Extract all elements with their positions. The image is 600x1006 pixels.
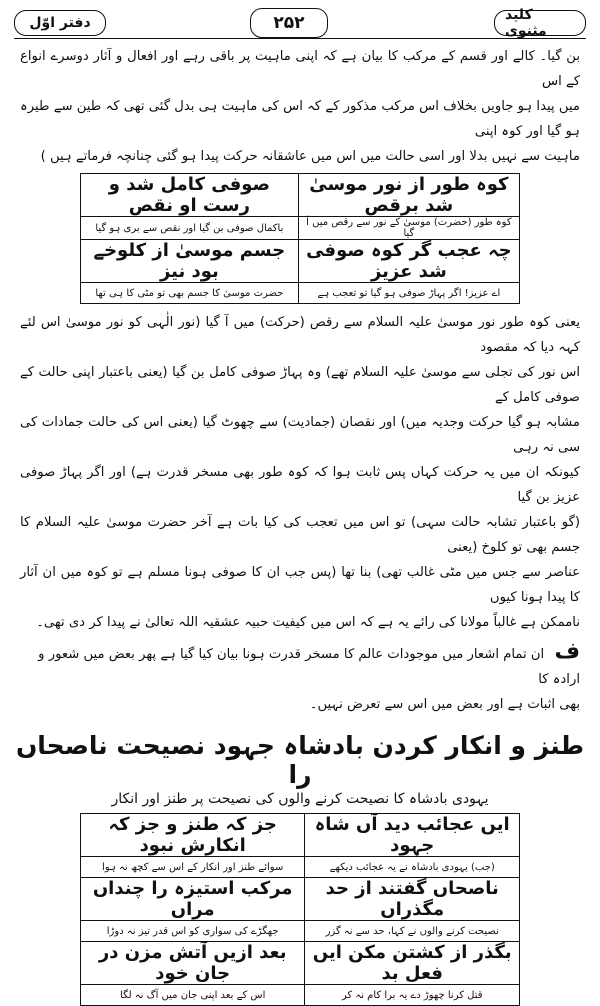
verse-translation: جھگڑے کی سواری کو اس قدر تیز نہ دوڑا xyxy=(81,921,305,942)
verse-translation: کوہ طور (حضرت) موسیٰ کے نور سے رقص میں آ گیا xyxy=(298,217,519,240)
verse-translation: سوائے طنز اور انکار کے اس سے کچھ نہ ہوا xyxy=(81,857,305,878)
intro-paragraph xyxy=(20,44,580,169)
text-line: ماہیت سے نہیں بدلا اور اسی حالت میں اس میں عاشقانہ حرکت پیدا ہو گئی چنانچہ فرماتے ہیں ) xyxy=(40,149,580,164)
verse-line: صوفی کامل شد و رست او نقص xyxy=(81,174,299,217)
text-line: کیونکہ ان میں یہ حرکت کہاں پس ثابت ہوا کہ کوہ طور بھی مسخر قدرت ہے) اور اگر پہاڑ صوفی عزیز بن گیا xyxy=(20,465,580,505)
verse-line: بعد ازیں آتش مزن در جان خود xyxy=(81,942,305,985)
verse-line: ناصحاں گفتند از حد مگذراں xyxy=(305,878,520,921)
commentary-paragraph xyxy=(20,310,580,635)
verse-line: جز کہ طنز و جز کہ انکارش نبود xyxy=(81,814,305,857)
verse-translation: (جب) یہودی بادشاہ نے یہ عجائب دیکھے xyxy=(305,857,520,878)
text-line: (گو باعتبار تشابہ حالت سہی) تو اس میں تعجب کی کیا بات ہے آخر حضرت موسیٰ علیہ السلام کا جسم بھی تو کلوخ (یعنی xyxy=(20,515,580,555)
section-heading: طنز و انکار کردن بادشاہ جہود نصیحت ناصحاں را xyxy=(15,731,585,789)
verse-line: چہ عجب گر کوہ صوفی شد عزیز xyxy=(298,240,519,283)
verse-line: ایں عجائب دید آں شاہ جہود xyxy=(305,814,520,857)
header-rule xyxy=(14,38,586,39)
book-title-badge: کلید مثنوی xyxy=(494,10,586,36)
footnote xyxy=(20,639,580,717)
verse-translation: اس کے بعد اپنی جان میں آگ نہ لگا xyxy=(81,985,305,1006)
verse-table-2 xyxy=(80,813,520,1006)
text-line: ان تمام اشعار میں موجودات عالم کا مسخر قدرت ہونا بیان کیا گیا ہے پھر بعض میں شعور و ارادہ کا xyxy=(38,647,580,687)
volume-title-badge: دفتر اوّل xyxy=(14,10,106,36)
verse-translation: باکمال صوفی بن گیا اور نقص سے بری ہو گیا xyxy=(81,217,299,240)
verse-table-1 xyxy=(80,173,520,304)
page xyxy=(14,7,586,1001)
text-line: عناصر سے جس میں مٹی غالب تھی) بنا تھا (پس جب ان کا صوفی ہونا مسلم ہے تو کوہ میں ان آثار کا پیدا ہونا کیوں xyxy=(20,565,580,605)
text-line: ناممکن ہے غالباً مولانا کی رائے یہ ہے کہ اس میں کیفیت حبیہ عشقیہ اللہ تعالیٰ نے پیدا کر دی تھی۔ xyxy=(36,615,580,630)
page-number: ۲۵۲ xyxy=(250,8,328,38)
text-line: اس نور کی تجلی سے موسیٰ علیہ السلام تھے) وہ پہاڑ صوفی کامل بن گیا (یعنی باعتبار اپنی حالت کے صوفی کامل کے xyxy=(20,365,580,405)
section-subheading: یہودی بادشاہ کا نصیحت کرنے والوں کی نصیحت پر طنز اور انکار xyxy=(111,791,489,807)
text-line: یعنی کوہ طور نور موسیٰ علیہ السلام سے رقص (حرکت) میں آ گیا (نور الٰہی کو نور موسیٰ اس لئے کہہ دیا کہ مقصود xyxy=(20,315,580,355)
verse-translation: قتل کرنا چھوڑ دے یہ برا کام نہ کر xyxy=(305,985,520,1006)
text-line: میں پیدا ہو جاویں بخلاف اس مرکب مذکور کے کہ اس کی ماہیت ہی بدل گئی تھی کہ طین سے طیرہ ہو گیا اور کوہ اپنی xyxy=(20,99,580,139)
text-line: بن گیا۔ کالے اور قسم کے مرکب کا بیان ہے کہ اپنی ماہیت پر باقی رہے اور افعال و آثار دوسرے انواع کے اس xyxy=(20,49,580,89)
text-line: بھی اثبات ہے اور بعض میں اس سے تعرض نہیں۔ xyxy=(309,697,580,712)
verse-translation: نصیحت کرنے والوں نے کہا، حد سے نہ گزر xyxy=(305,921,520,942)
verse-line: مرکب استیزہ را چنداں مراں xyxy=(81,878,305,921)
verse-line: بگذر از کشتن مکن ایں فعل بد xyxy=(305,942,520,985)
verse-line: جسم موسیٰ از کلوخے بود نیز xyxy=(81,240,299,283)
verse-translation: حضرت موسیٰ کا جسم بھی تو مٹی کا ہی تھا xyxy=(81,283,299,304)
page-header xyxy=(14,8,586,42)
verse-translation: اے عزیز! اگر پہاڑ صوفی ہو گیا تو تعجب ہے xyxy=(298,283,519,304)
footnote-mark: ف xyxy=(554,639,580,664)
text-line: مشابہ ہو گیا حرکت وجدیہ میں) اور نقصان (جمادیت) سے چھوٹ گیا (یعنی اس کی حالت جمادات کی سی نہ رہی xyxy=(20,415,580,455)
verse-line: کوہ طور از نور موسیٰ شد برقص xyxy=(298,174,519,217)
